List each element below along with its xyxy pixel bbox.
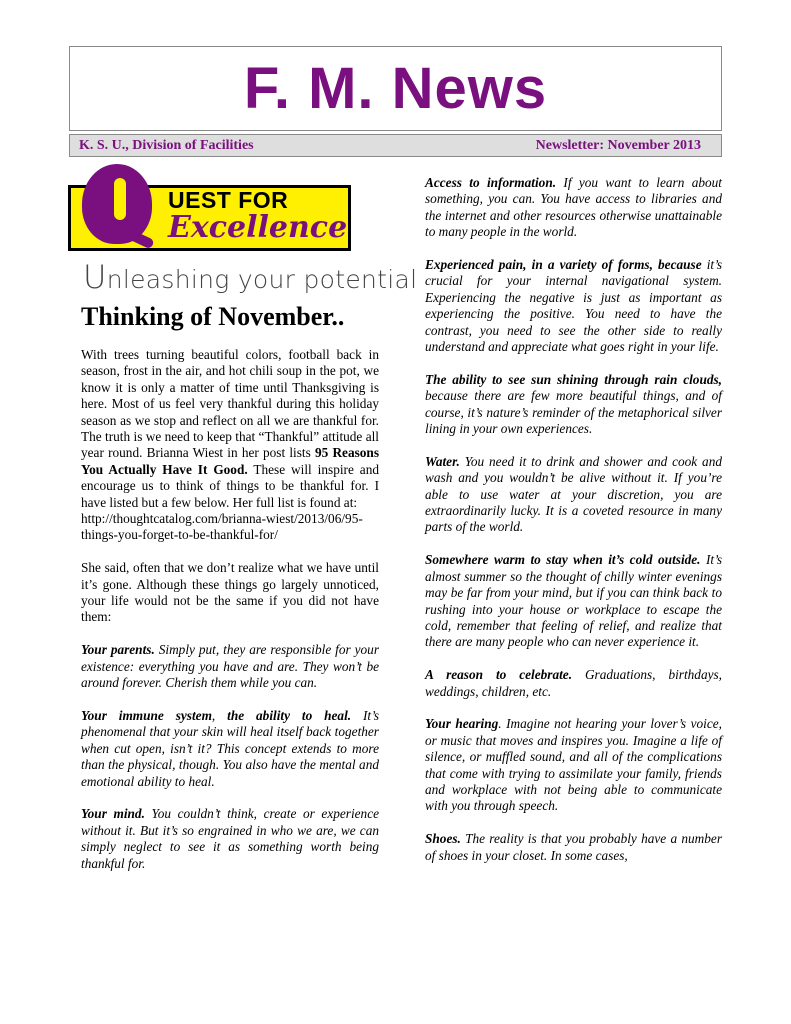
- list-item: A reason to celebrate. Graduations, birthdays, weddings, children, etc.: [425, 667, 722, 699]
- quest-for-excellence-logo: [68, 168, 353, 266]
- list-item: Your hearing. Imagine not hearing your lover’s voice, or music that moves and inspires you. Imagine a life of silence, or muffled sound, and all of the complications that come with trying to assimilate your family, friends and workplace with not being able to communicate with you through speech.: [425, 716, 722, 814]
- intro-paragraph: With trees turning beautiful colors, football back in season, frost in the air, and hot chili soup in the pot, we know it is only a matter of time until Thanksgiving is here. Most of us feel very thankful during this holiday season as we stop and reflect on all we are thankful for. The truth is we need to keep that “Thankful” attitude all year round. Brianna Wiest in her post lists 95 Reasons You Actually Have It Good. These will inspire and encourage us to think of things to be thankful for. I have listed but a few below. Her full list is found at: http://thoughtcatalog.com/brianna-wiest/2013/06/95-things-you-forget-to-be-thankful-for/: [81, 347, 379, 543]
- newsletter-title: F. M. News: [243, 56, 548, 121]
- list-item: Your mind. You couldn’t think, create or experience without it. But it’s so engrained in who we are, we can simply neglect to see it as something worth being thankful for.: [81, 806, 379, 871]
- logo-line1: UEST FOR: [168, 187, 289, 213]
- list-item: Shoes. The reality is that you probably have a number of shoes in your closet. In some cases,: [425, 831, 722, 863]
- source-link[interactable]: http://thoughtcatalog.com/brianna-wiest/2013/06/95-things-you-forget-to-be-thankful-for/: [81, 511, 363, 543]
- list-item: Somewhere warm to stay when it’s cold outside. It’s almost summer so the thought of chilly winter evenings may be far from your mind, but if you can think back to rushing into your house or workplace to escape the cold, remember that feeling of relief, and realize that there are many people who can never experience it.: [425, 552, 722, 650]
- subtitle-bar: [69, 134, 722, 157]
- list-item: The ability to see sun shining through rain clouds, because there are few more beautiful things, and of course, it’s nature’s reminder of the metaphorical silver lining in your own experiences.: [425, 371, 722, 437]
- logo-q-letter: [82, 164, 152, 244]
- masthead: [69, 46, 722, 131]
- right-column: [425, 175, 722, 880]
- article-heading: Thinking of November..: [81, 302, 345, 331]
- logo-line2: Excellence: [168, 210, 348, 245]
- organization-name: K. S. U., Division of Facilities: [79, 138, 254, 153]
- second-paragraph: She said, often that we don’t realize what we have until it’s gone. Although these things go largely unnoticed, your life would not be the same if you did not have them:: [81, 560, 379, 625]
- list-item: Experienced pain, in a variety of forms, because it’s crucial for your internal navigational system. Experiencing the negative is just as important as experiencing the positive. You need to have the contrast, you need to see the other side to really understand and appreciate what goes right in your life.: [425, 257, 723, 355]
- list-item: Your parents. Simply put, they are responsible for your existence: everything you have and are. They won’t be around forever. Cherish them while you can.: [81, 642, 380, 691]
- list-item: Your immune system, the ability to heal. It’s phenomenal that your skin will heal itself back together when cut open, isn’t it? This concept extends to more than the physical, though. You also have the mental and emotional ability to heal.: [81, 707, 379, 789]
- tagline: Unleashing your potential: [83, 258, 418, 296]
- list-item: Access to information. If you want to learn about something, you can. You have access to libraries and the internet and other resources otherwise unattainable to many people in the world.: [425, 175, 722, 240]
- list-item: Water. You need it to drink and shower and cook and wash and you wouldn’t be alive without it. If you’re able to use water at your discretion, you are extraordinarily lucky. It is a coveted resource in many parts of the world.: [425, 453, 722, 535]
- issue-date: Newsletter: November 2013: [535, 138, 701, 153]
- left-column: [81, 347, 379, 888]
